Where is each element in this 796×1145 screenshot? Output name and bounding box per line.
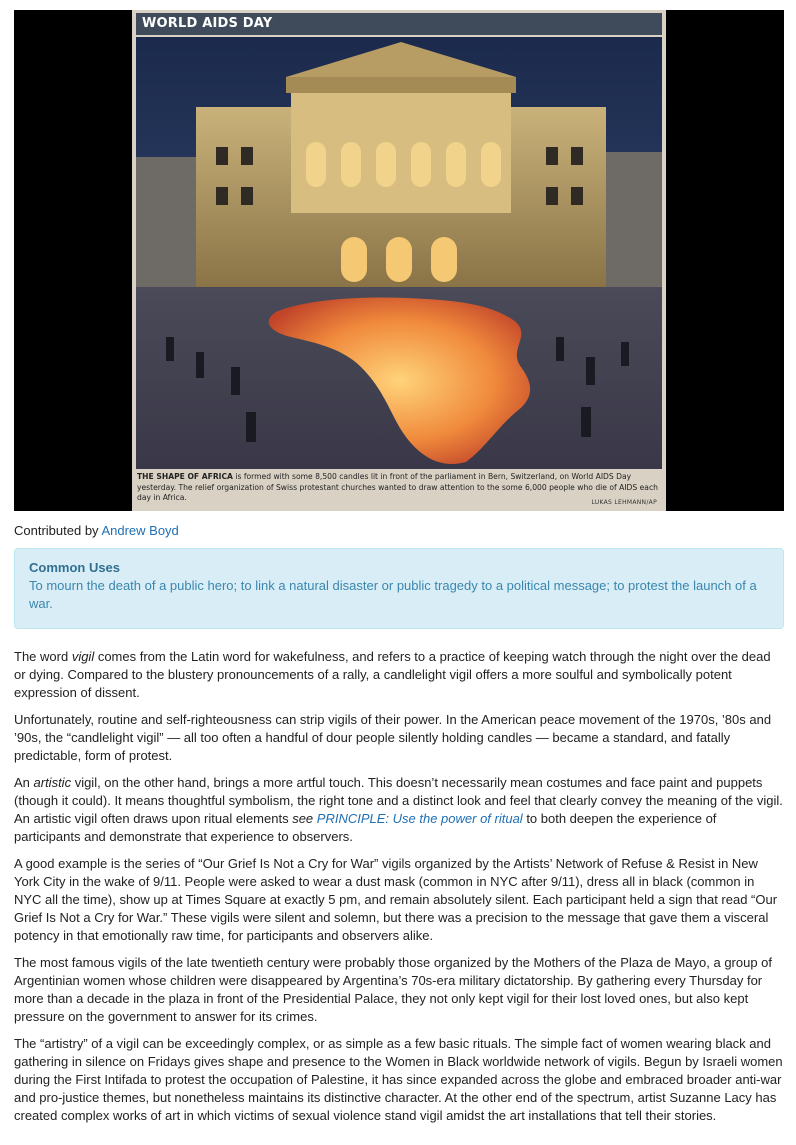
article-paragraph-5: The most famous vigils of the late twentieth century were probably those organized by the Mothers of the Plaza de Mayo, a group of Argentinian women whose children were disappeared by Argentina’s 70s-era military dictatorship. By gathering every Thursday for more than a decade in the plaza in front of the Presidential Palace, they not only kept vigil for their lost loved ones, but also kept pressure on the government to answer for its crimes.	[14, 955, 773, 1024]
article-paragraph-2: Unfortunately, routine and self-righteousness can strip vigils of their power. In the American peace movement of the 1970s, ’80s and ’90s, the “candlelight vigil” — all too often a handful of dour people silently holding candles — became a standard, and fatally predictable, form of protest.	[14, 712, 772, 763]
common-uses-box	[14, 548, 784, 629]
clipping-caption	[137, 472, 661, 510]
p3-text-b: vigil, on the other hand, brings a more artful touch. This doesn’t necessarily mean costumes and face paint and puppets (though it could). It means thoughtful symbolism, the right tone and a distinct look and feel that clearly convey the meaning of the vigil. An artistic vigil often draws upon ritual elements	[14, 775, 783, 826]
contributor-link[interactable]: Andrew Boyd	[101, 523, 179, 538]
p1-emphasis: vigil	[71, 649, 95, 664]
article-paragraph-4: A good example is the series of “Our Grief Is Not a Cry for War” vigils organized by the Artists’ Network of Refuse & Resist in New York City in the wake of 9/11. People were asked to wear a dust mask (common in NYC after 9/11), dress all in black (common in NYC all the time), show up at Times Square at exactly 5 pm, and remain absolutely silent. Each participant held a sign that read “Our Grief Is Not a Cry for War.” These vigils were silent and solemn, but there was a precision to the message that gave them a visceral potency in that emotionally raw time, for participants and observers alike.	[14, 856, 778, 943]
common-uses-text: To mourn the death of a public hero; to link a natural disaster or public tragedy to a political message; to protest the launch of a war.	[29, 578, 757, 611]
p3-text-c: to both deepen the experience of participants and demonstrate that experience to observers.	[14, 811, 717, 844]
parliament-photo-drawing	[136, 37, 662, 469]
photo-credit: LUKAS LEHMANN/AP	[591, 498, 657, 506]
principle-ritual-link[interactable]	[317, 811, 523, 826]
article-photo	[14, 10, 784, 511]
p3-emphasis-artistic: artistic	[33, 775, 72, 790]
article-paragraph-6: The “artistry” of a vigil can be exceedingly complex, or as simple as a few basic rituals. The simple fact of women wearing black and gathering in silence on Fridays gives shape and presence to the Women in Black worldwide network of vigils. Begun by Israeli women during the First Intifada to protest the occupation of Palestine, it has since expanded across the globe and embraced broader anti-war and pro-justice themes, but nonetheless maintains its distinctive character. At the other end of the spectrum, artist Suzanne Lacy has created complex works of art in which victims of sexual violence stand vigil amidst the art installations that tell their stories.	[14, 1036, 783, 1123]
p3-emphasis-see: see	[292, 811, 314, 826]
caption-text: is formed with some 8,500 candles lit in front of the parliament in Bern, Switzerland, on World AIDS Day yesterday. The relief organization of Swiss protestant churches wanted to draw attention to the some 6,000 people who die of AIDS each day in Africa.	[137, 472, 658, 502]
p3-text-a: An	[14, 775, 34, 790]
article-paragraph-3	[14, 774, 784, 846]
parliament-candles-photo	[136, 37, 662, 469]
contributor-line	[14, 522, 179, 540]
common-uses-title: Common Uses	[29, 560, 121, 575]
clipping-header	[136, 13, 662, 35]
contributor-prefix: Contributed by	[14, 523, 102, 538]
article-paragraph-1	[14, 648, 784, 702]
p1-text-b: comes from the Latin word for wakefulness, and refers to a practice of keeping watch through the night over the dead or dying. Compared to the blustery pronouncements of a rally, a candlelight vigil offers a more soulful and symbolically potent expression of dissent.	[14, 649, 771, 700]
principle-link-text: PRINCIPLE: Use the power of ritual	[316, 811, 523, 826]
caption-lead: THE SHAPE OF AFRICA	[137, 472, 233, 481]
clipping-header-text: WORLD AIDS DAY	[142, 16, 273, 31]
article-body	[14, 648, 784, 1134]
p1-text-a: The word	[14, 649, 72, 664]
newspaper-clipping	[132, 10, 666, 511]
